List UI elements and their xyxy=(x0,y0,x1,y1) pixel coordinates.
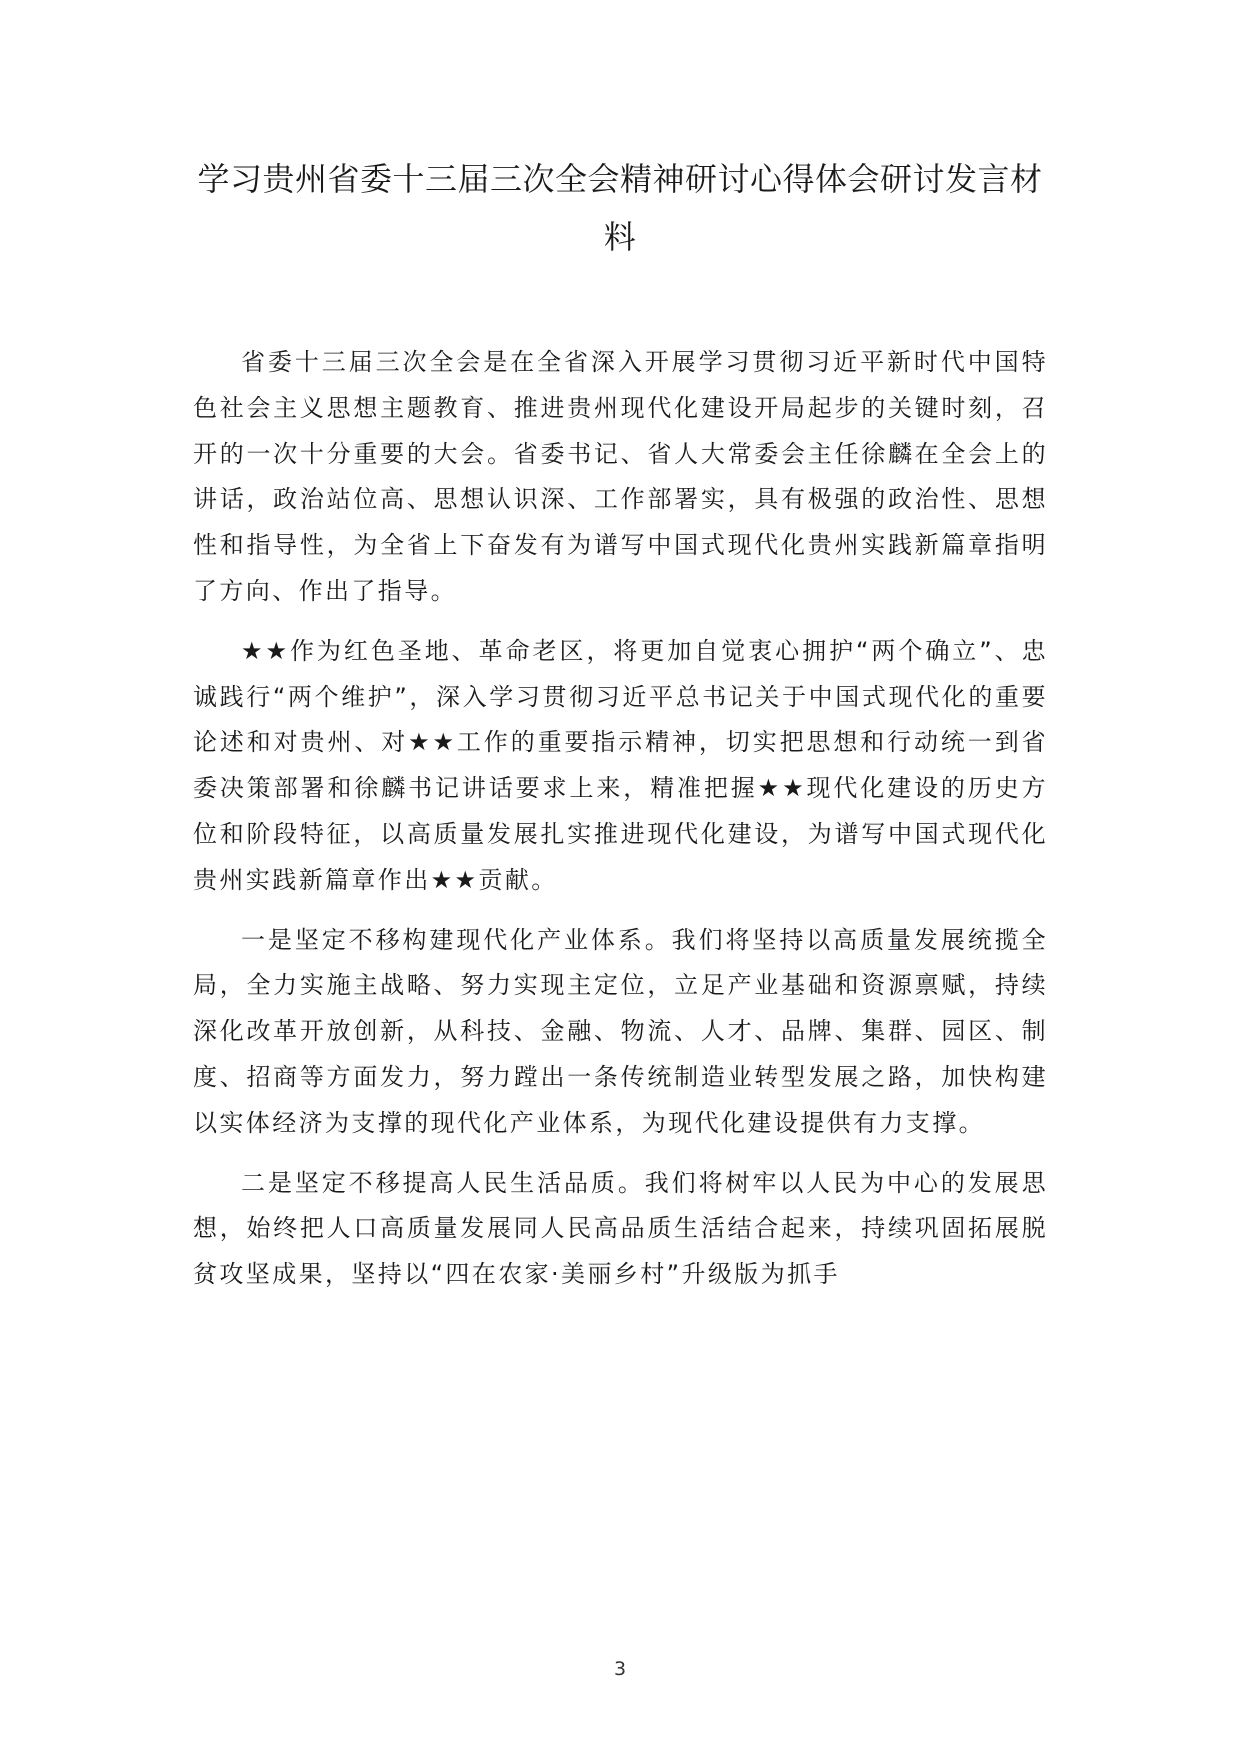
page-number: 3 xyxy=(613,1658,627,1680)
paragraph-intro: 省委十三届三次全会是在全省深入开展学习贯彻习近平新时代中国特色社会主义思想主题教育、推进贵州现代化建设开局起步的关键时刻，召开的一次十分重要的大会。省委书记、省人大常委会主任徐麟在全会上的讲话，政治站位高、思想认识深、工作部署实，具有极强的政治性、思想性和指导性，为全省上下奋发有为谱写中国式现代化贵州实践新篇章指明了方向、作出了指导。 xyxy=(193,348,1048,605)
paragraph-point-one: 一是坚定不移构建现代化产业体系。我们将坚持以高质量发展统揽全局，全力实施主战略、努力实现主定位，立足产业基础和资源禀赋，持续深化改革开放创新，从科技、金融、物流、人才、品牌、集群、园区、制度、招商等方面发力，努力蹚出一条传统制造业转型发展之路，加快构建以实体经济为支撑的现代化产业体系，为现代化建设提供有力支撑。 xyxy=(193,925,1048,1137)
document-body xyxy=(193,340,1048,1312)
paragraph-point-two: 二是坚定不移提高人民生活品质。我们将树牢以人民为中心的发展思想，始终把人口高质量发展同人民高品质生活结合起来，持续巩固拓展脱贫攻坚成果，坚持以“四在农家·美丽乡村”升级版为抓手 xyxy=(193,1168,1048,1289)
document-title: 学习贵州省委十三届三次全会精神研讨心得体会研讨发言材料 xyxy=(197,160,1043,256)
paragraph-commitment: ★★作为红色圣地、革命老区，将更加自觉衷心拥护“两个确立”、忠诚践行“两个维护”，深入学习贯彻习近平总书记关于中国式现代化的重要论述和对贵州、对★★工作的重要指示精神，切实把思想和行动统一到省委决策部署和徐麟书记讲话要求上来，精准把握★★现代化建设的历史方位和阶段特征，以高质量发展扎实推进现代化建设，为谱写中国式现代化贵州实践新篇章作出★★贡献。 xyxy=(193,636,1048,894)
